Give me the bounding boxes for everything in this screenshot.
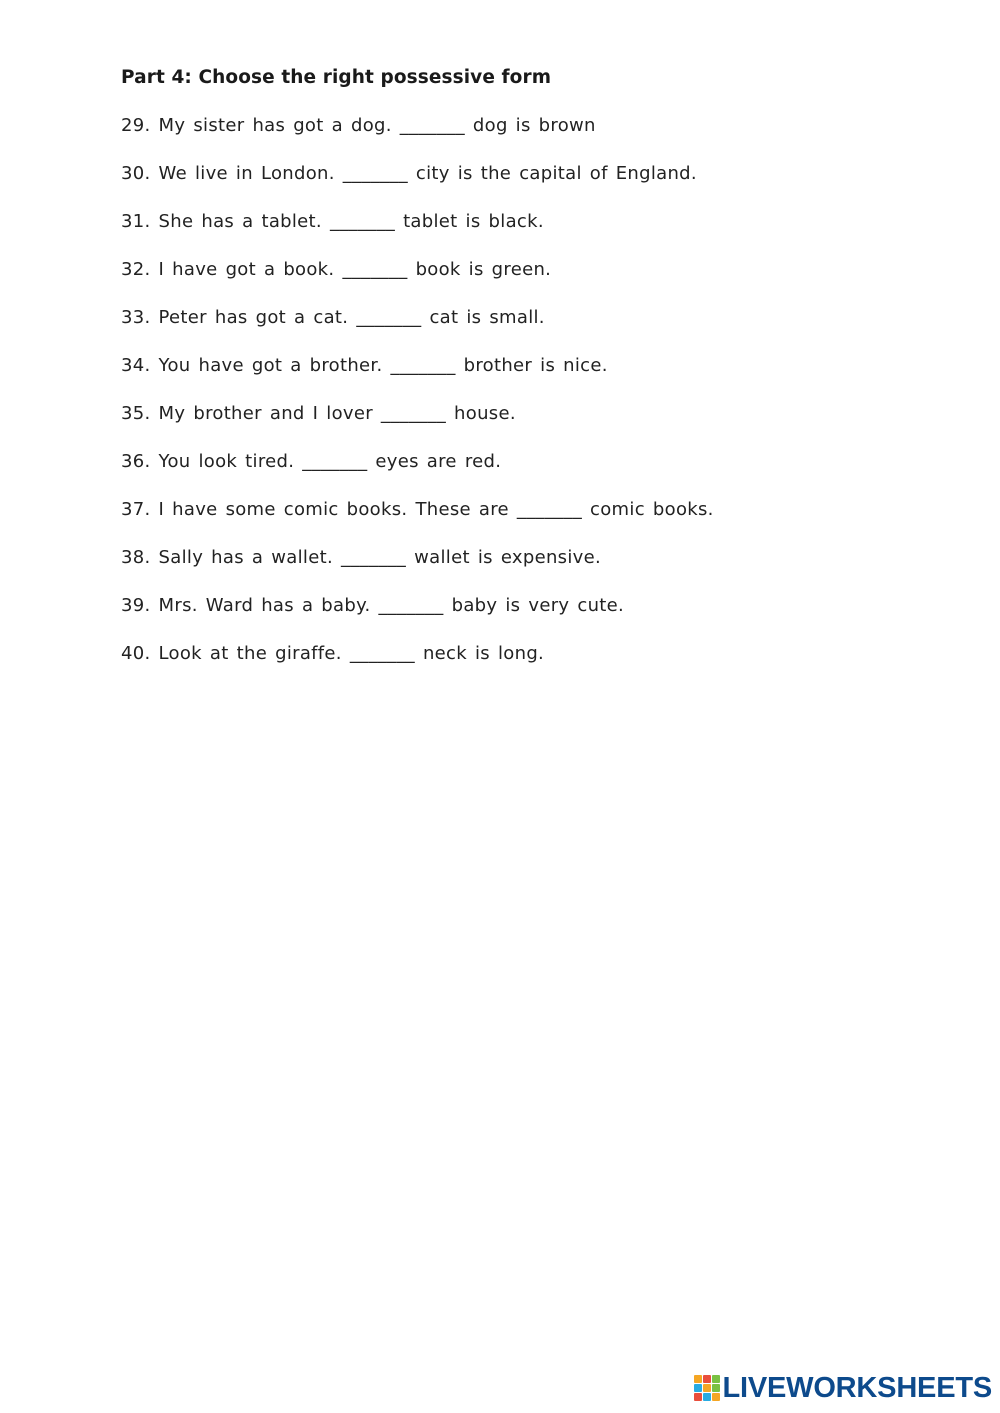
logo-tile: [703, 1384, 711, 1392]
question-30: 30. We live in London. _______ city is the capital of England.: [121, 163, 697, 184]
logo-tile: [694, 1375, 702, 1383]
section-title: Part 4: Choose the right possessive form: [121, 67, 552, 88]
logo-tile: [712, 1384, 720, 1392]
question-37: 37. I have some comic books. These are _______ comic books.: [121, 499, 714, 520]
logo-tile: [712, 1375, 720, 1383]
liveworksheets-logo-icon: [694, 1375, 720, 1401]
worksheet: [121, 62, 921, 686]
logo-tile: [703, 1393, 711, 1401]
question-40: 40. Look at the giraffe. _______ neck is long.: [121, 643, 545, 664]
question-36: 36. You look tired. _______ eyes are red.: [121, 451, 502, 472]
question-31: 31. She has a tablet. _______ tablet is black.: [121, 211, 544, 232]
logo-tile: [703, 1375, 711, 1383]
question-list: [121, 110, 921, 670]
question-32: 32. I have got a book. _______ book is green.: [121, 259, 552, 280]
question-34: 34. You have got a brother. _______ brother is nice.: [121, 355, 608, 376]
question-33: 33. Peter has got a cat. _______ cat is small.: [121, 307, 545, 328]
question-35: 35. My brother and I lover _______ house.: [121, 403, 516, 424]
liveworksheets-logo: [694, 1373, 993, 1403]
logo-tile: [694, 1384, 702, 1392]
question-29: 29. My sister has got a dog. _______ dog is brown: [121, 115, 596, 136]
logo-tile: [712, 1393, 720, 1401]
question-38: 38. Sally has a wallet. _______ wallet is expensive.: [121, 547, 601, 568]
liveworksheets-brand-text: LIVEWORKSHEETS: [722, 1372, 992, 1404]
logo-tile: [694, 1393, 702, 1401]
question-39: 39. Mrs. Ward has a baby. _______ baby is very cute.: [121, 595, 625, 616]
